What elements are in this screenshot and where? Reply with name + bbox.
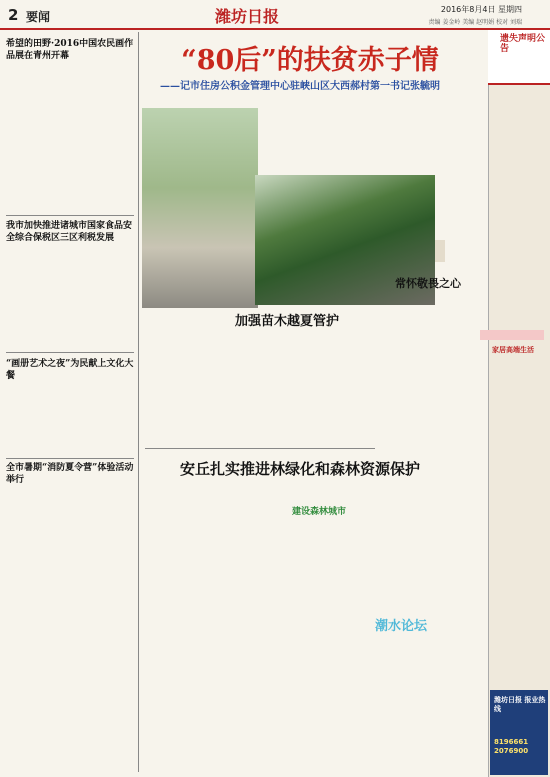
- divider: [6, 215, 134, 216]
- column-divider: [138, 32, 139, 772]
- bottom-article-col1: [145, 490, 215, 770]
- page-header: [0, 0, 550, 30]
- hotline-number: 8196661 2076900: [494, 738, 529, 755]
- left-article4-body: [6, 490, 134, 770]
- hotline-ad: [490, 690, 548, 775]
- staff-line: 责编 姜金岭 美编 赵明娟 校对 刘瑞: [428, 19, 522, 26]
- main-headline: “80后”的扶贫赤子情: [181, 45, 439, 76]
- left-article1-body: [6, 70, 134, 210]
- main-subheadline: ——记市住房公积金管理中心驻峡山区大西郝村第一书记张毓明: [160, 81, 440, 92]
- tree-photo: [142, 108, 258, 308]
- notice-title: 遗失声明公告: [500, 34, 546, 54]
- bottom-article-col2: [220, 530, 290, 770]
- divider: [6, 352, 134, 353]
- feature-title: 常怀敬畏之心: [395, 277, 461, 290]
- bottom-headline: 安丘扎实推进林绿化和森林资源保护: [180, 460, 421, 478]
- photo-caption-title: 加强苗木越夏管护: [235, 314, 340, 329]
- hotline-label: 潍坊日报 报业热线: [494, 696, 546, 713]
- classified-label: 家居高端生活: [492, 346, 534, 354]
- notice-body: [492, 90, 547, 330]
- left-article2-title: 我市加快推进诸城市国家食品安全综合保税区三区利税发展: [6, 221, 133, 243]
- forum-title: 潮水论坛: [375, 619, 428, 634]
- section-title: 要闻: [26, 10, 51, 24]
- forum-body: [380, 640, 480, 770]
- masthead: 潍坊日报: [215, 7, 280, 26]
- classified-body: [492, 360, 547, 680]
- left-article3-title: “画册艺术之夜”为民献上文化大餐: [6, 359, 134, 381]
- divider: [145, 448, 375, 449]
- pink-strip: [480, 330, 544, 340]
- left-article1-title: 希望的田野·2016中国农民画作品展在青州开幕: [6, 39, 134, 61]
- notice-box: [488, 30, 550, 85]
- forest-city-logo: 建设森林城市: [292, 507, 347, 517]
- feature-body: [380, 300, 480, 600]
- left-article2-body: [6, 248, 134, 348]
- bottom-article-col3: [295, 530, 370, 770]
- date-line: 2016年8月4日 星期四: [440, 5, 522, 14]
- divider: [6, 458, 134, 459]
- left-article4-title: 全市暑期“消防夏令营”体验活动举行: [6, 463, 134, 485]
- left-article3-body: [6, 385, 134, 455]
- page-number: 2: [8, 6, 19, 24]
